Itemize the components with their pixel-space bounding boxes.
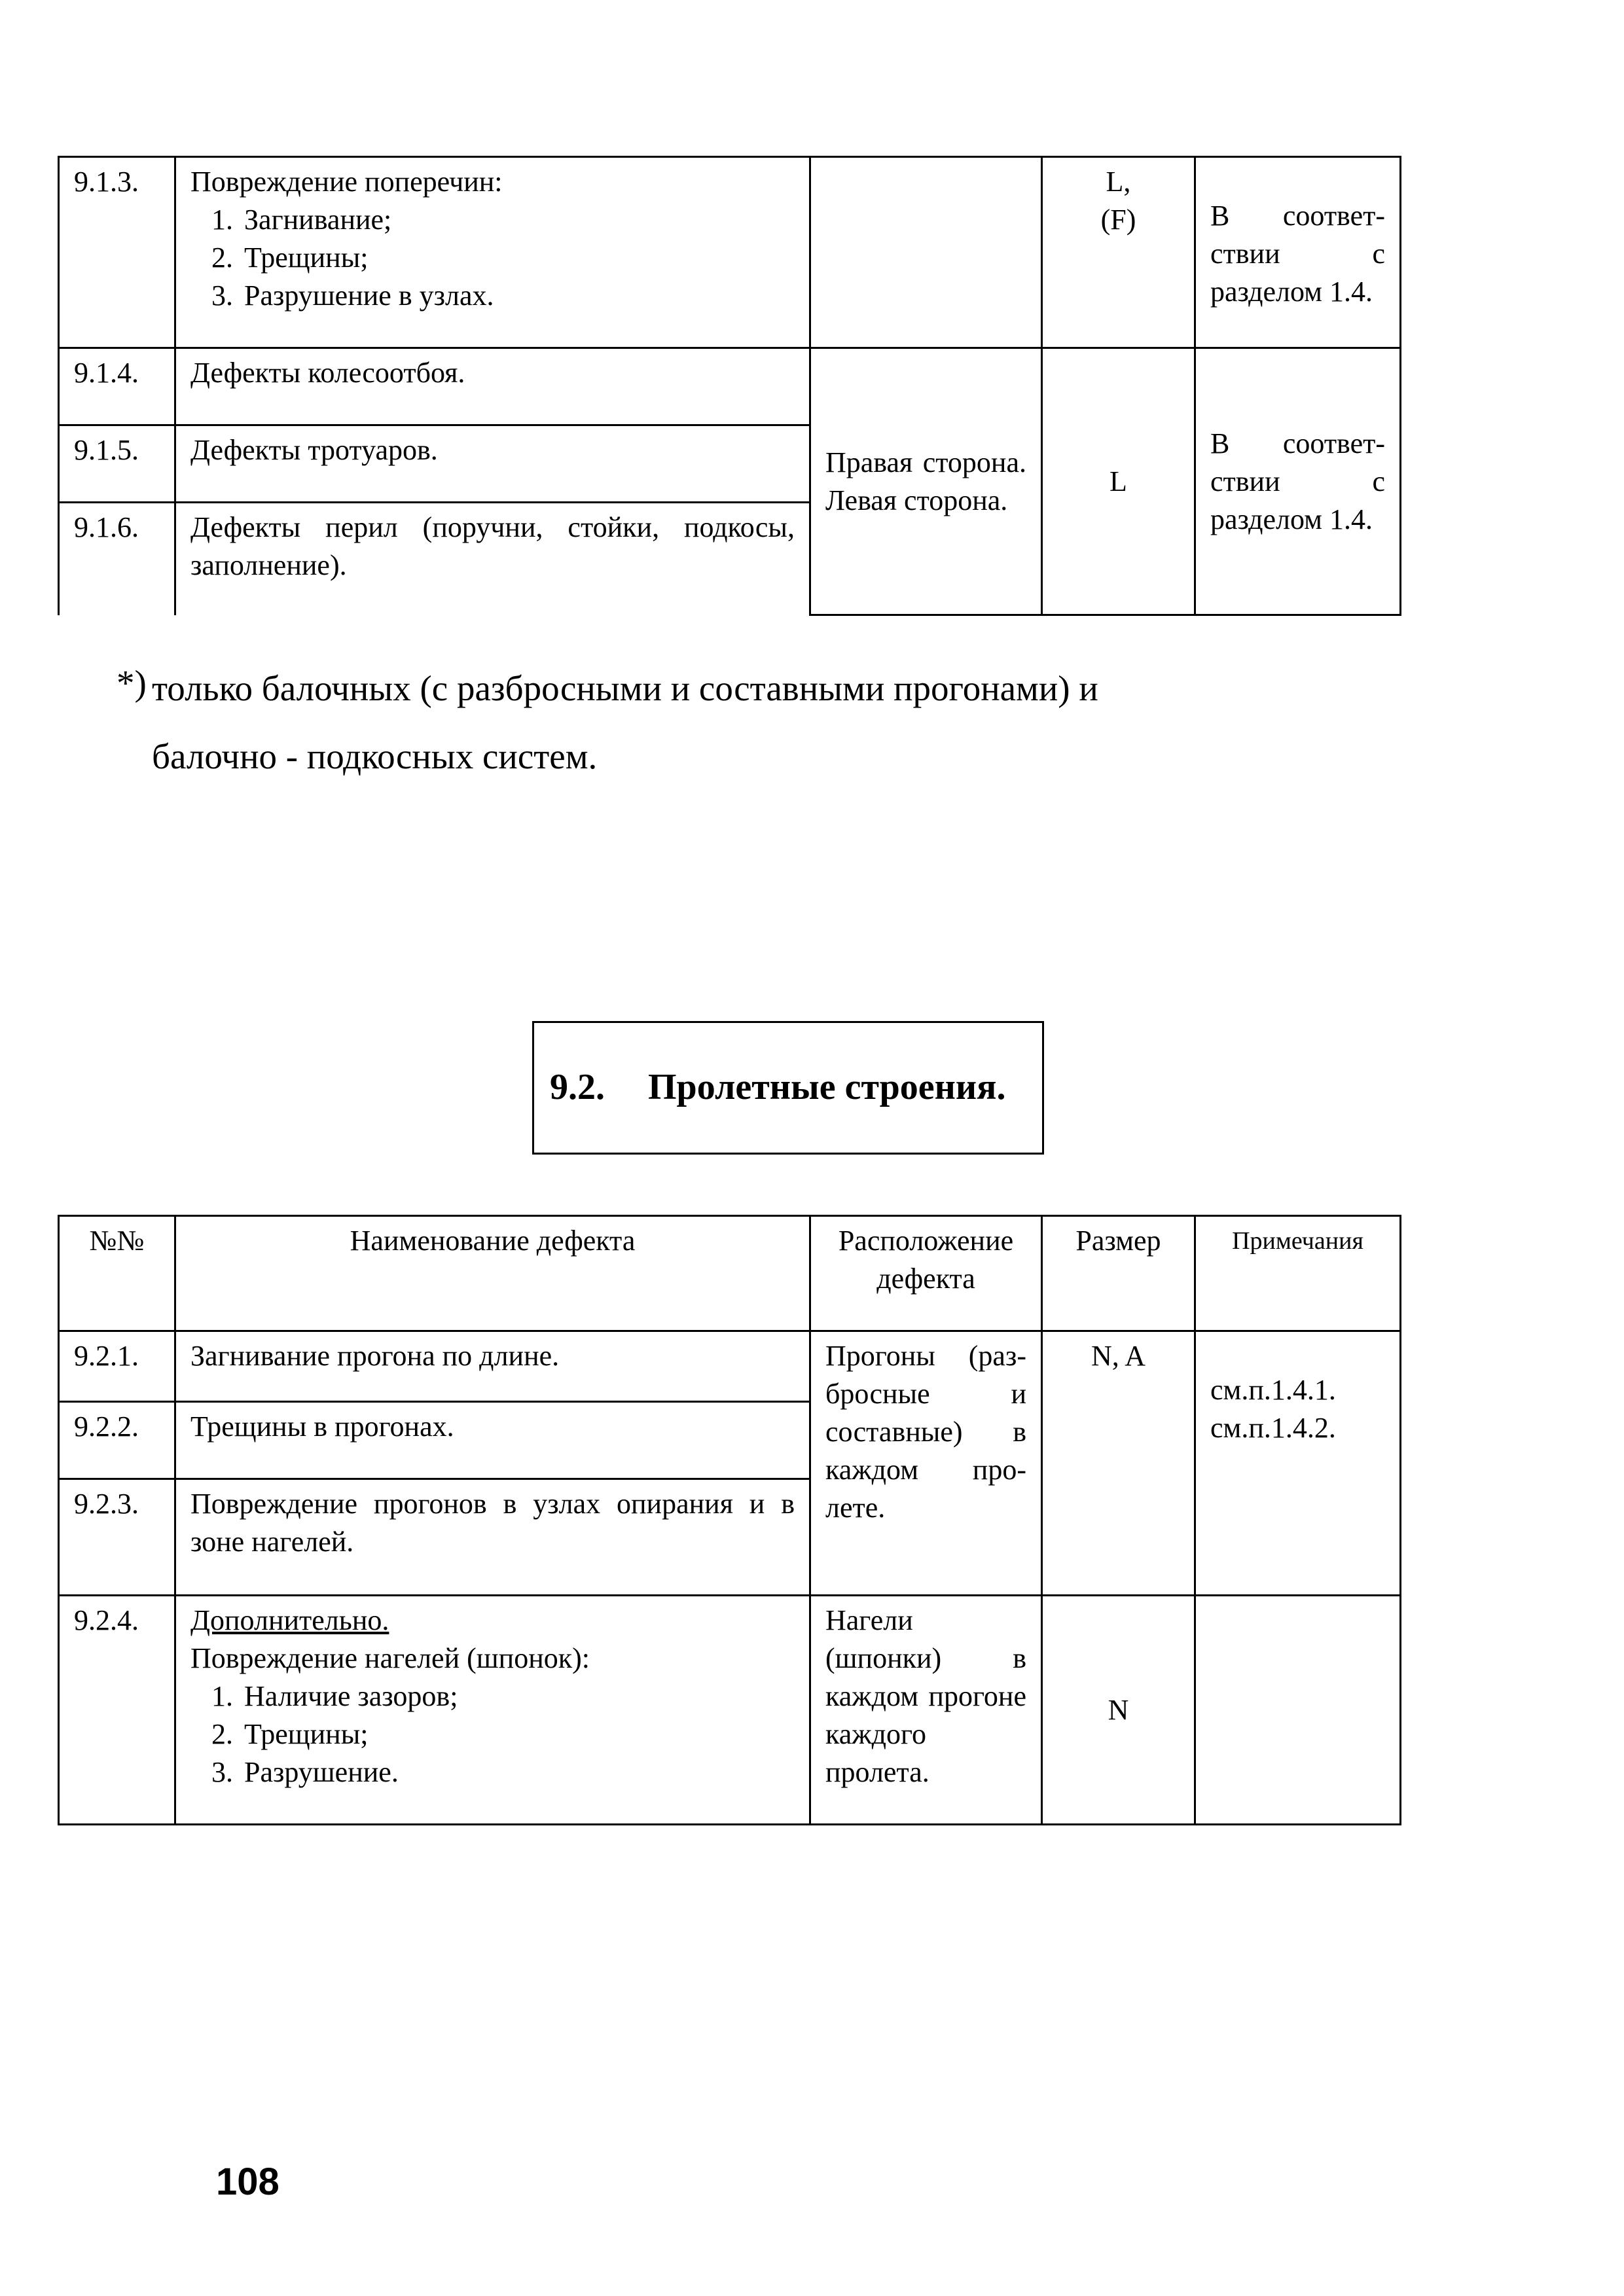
defect-heading: Дополнительно. <box>190 1604 389 1636</box>
defect-name <box>175 1596 810 1825</box>
table-row <box>59 1331 1401 1402</box>
list-item: 3. Разрушение. <box>240 1753 795 1791</box>
footnote-mark: *) <box>117 663 147 703</box>
row-number: 9.1.6. <box>59 503 175 615</box>
section-number: 9.2. <box>550 1067 605 1107</box>
size-line: L, <box>1106 166 1131 198</box>
defect-note: В соответствии с разделом 1.4. <box>1195 157 1401 348</box>
section-heading <box>532 1021 1044 1155</box>
group-size: L <box>1042 348 1195 615</box>
list-item: 2. Трещины; <box>240 1715 795 1753</box>
group-note <box>1195 1331 1401 1596</box>
group-note: В соответствии с разделом 1.4. <box>1195 348 1401 615</box>
row-number: 9.1.5. <box>59 425 175 503</box>
row-number: 9.1.3. <box>59 157 175 348</box>
defect-location <box>810 157 1042 348</box>
defect-title: Повреждение поперечин: <box>190 166 503 198</box>
row-number: 9.1.4. <box>59 348 175 425</box>
size-line: (F) <box>1100 204 1136 236</box>
group-location: Прогоны (разбросные и составные) в каждом пролете. <box>810 1331 1042 1596</box>
header-note: Примечания <box>1195 1216 1401 1331</box>
defects-table-9-2 <box>58 1215 1401 1825</box>
list-item: 2. Трещины; <box>240 239 795 277</box>
defect-name: Дефекты колесоотбоя. <box>175 348 810 425</box>
footnote <box>118 655 1098 791</box>
header-location: Расположение дефекта <box>810 1216 1042 1331</box>
defect-location: Нагели (шпонки) в каждом прогоне каждого пролета. <box>810 1596 1042 1825</box>
section-title: Пролетные строения. <box>648 1067 1006 1107</box>
defect-size <box>1042 157 1195 348</box>
table-row <box>59 348 1401 425</box>
defect-name <box>175 157 810 348</box>
list-item: 3. Разрушение в узлах. <box>240 277 795 315</box>
header-num: №№ <box>59 1216 175 1331</box>
defects-table-9-1 <box>58 156 1401 616</box>
defect-name: Трещины в прогонах. <box>175 1402 810 1479</box>
defect-list <box>190 201 795 315</box>
defect-name: Дефекты перил (поручни, стойки, подкосы, заполнение). <box>175 503 810 615</box>
header-name: Наименование дефекта <box>175 1216 810 1331</box>
note-line: см.п.1.4.2. <box>1210 1412 1336 1444</box>
footnote-line: балочно - подкосных систем. <box>152 736 598 776</box>
defect-note <box>1195 1596 1401 1825</box>
defect-size: N <box>1042 1596 1195 1825</box>
list-item: 1. Загнивание; <box>240 201 795 239</box>
row-number: 9.2.1. <box>59 1331 175 1402</box>
group-location: Правая сторона. Левая сторона. <box>810 348 1042 615</box>
row-number: 9.2.4. <box>59 1596 175 1825</box>
table-row <box>59 157 1401 348</box>
defect-title: Повреждение нагелей (шпонок): <box>190 1642 590 1674</box>
table-row <box>59 1596 1401 1825</box>
header-size: Размер <box>1042 1216 1195 1331</box>
row-number: 9.2.2. <box>59 1402 175 1479</box>
defect-list <box>190 1677 795 1791</box>
footnote-line: только балочных (с разбросными и составными прогонами) и <box>152 668 1098 708</box>
list-item: 1. Наличие зазоров; <box>240 1677 795 1715</box>
row-number: 9.2.3. <box>59 1479 175 1596</box>
note-line: см.п.1.4.1. <box>1210 1374 1336 1406</box>
defect-name: Повреждение прогонов в узлах опирания и в зоне нагелей. <box>175 1479 810 1596</box>
defect-name: Загнивание прогона по длине. <box>175 1331 810 1402</box>
defect-name: Дефекты тротуаров. <box>175 425 810 503</box>
page-number: 108 <box>216 2161 280 2203</box>
group-size: N, A <box>1042 1331 1195 1596</box>
table-header-row <box>59 1216 1401 1331</box>
